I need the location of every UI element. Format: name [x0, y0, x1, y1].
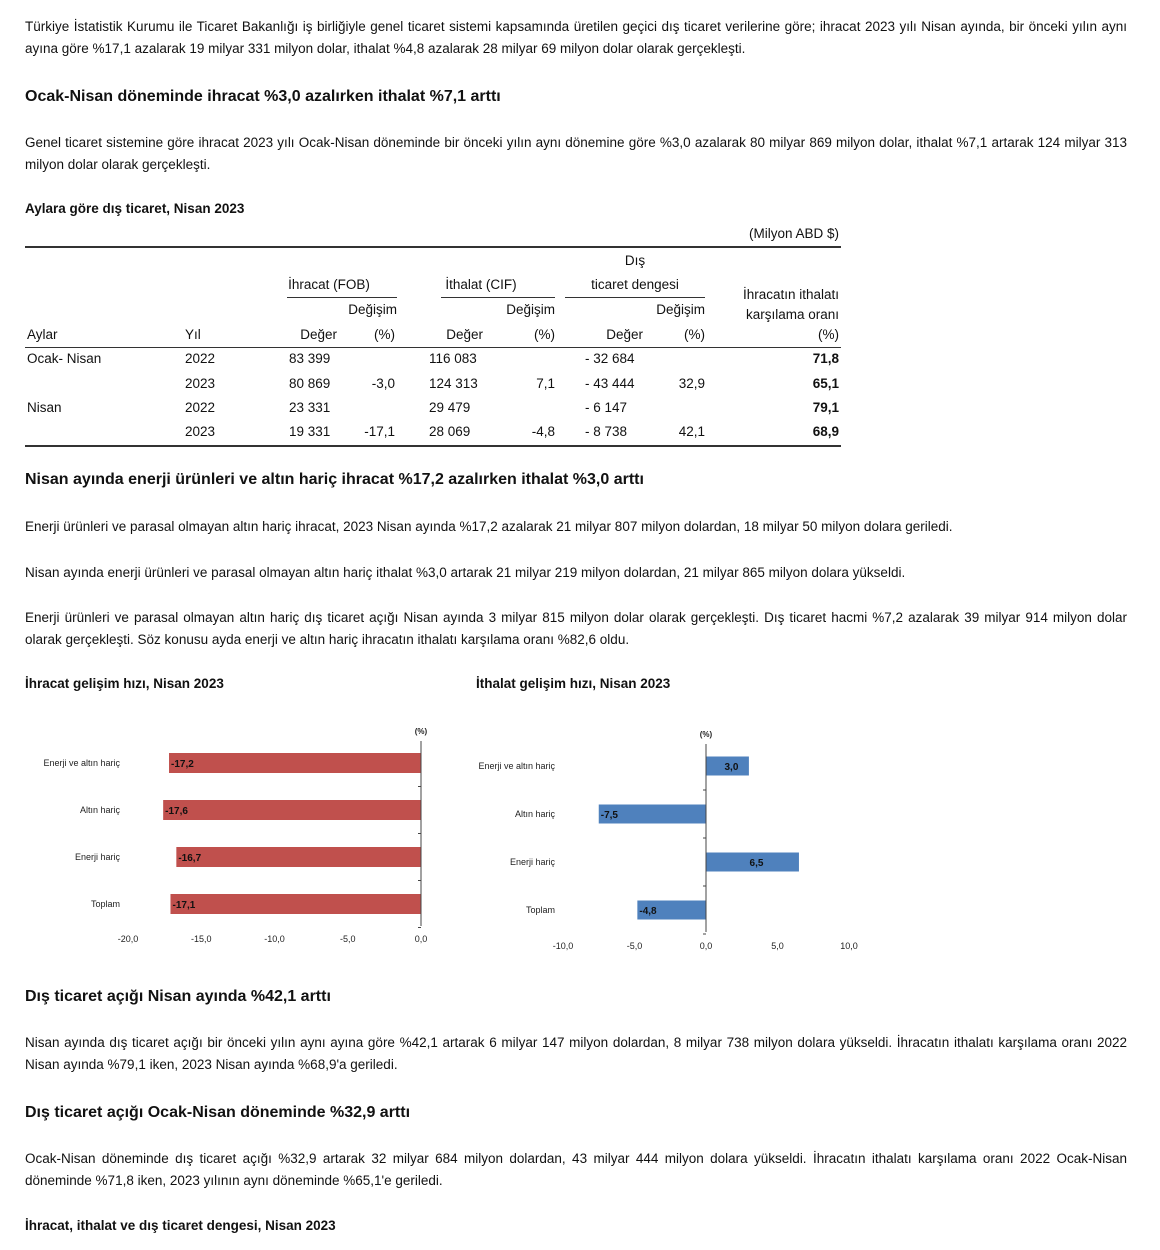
x-tick-label-1: -15,0 [190, 934, 212, 944]
paragraph-ocak-nisan: Genel ticaret sistemine göre ihracat 2023 yılı Ocak-Nisan döneminde bir önceki yılın aynı dönemine göre %3,0 azalarak 80 milyar 869 milyon dolar, ithalat %7,1 artarak 124 milyar 313 milyon dolar olarak gerçekleşti. [25, 135, 1127, 172]
table-top-rule [25, 246, 841, 248]
table-unit: (Milyon ABD $) [748, 226, 839, 241]
header-dengesi: ticaret dengesi [591, 277, 679, 292]
x-tick-label-2: 0,0 [699, 941, 713, 951]
cell-oran: 71,8 [812, 351, 839, 366]
bar-2 [176, 847, 421, 867]
header-aylar: Aylar [27, 327, 58, 342]
cell-ihr-d: -17,1 [364, 424, 395, 439]
category-label-1: Altın hariç [514, 809, 555, 819]
header-oran-1: İhracatın ithalatı [742, 287, 839, 302]
header-pct-den: (%) [684, 327, 705, 342]
cell-aylar: Ocak- Nisan [27, 351, 102, 366]
header-degisim-ith: Değişim [506, 302, 555, 317]
cell-ith: 116 083 [429, 351, 477, 366]
paragraph-enerji-denge: Enerji ürünleri ve parasal olmayan altın hariç dış ticaret açığı Nisan ayında 3 milyar 815 milyon dolar olarak gerçekleşti. Dış ticaret hacmi %7,2 azalarak 39 milyar 914 milyon dolar olarak gerçekleşti. Söz konusu ayda enerji ve altın hariç ihracatın ithalatı karşılama oranı %82,6 oldu. [25, 610, 1127, 647]
cell-yil: 2022 [185, 400, 216, 415]
cell-ihr: 19 331 [289, 424, 331, 439]
caption-last: İhracat, ithalat ve dış ticaret dengesi, Nisan 2023 [25, 1218, 336, 1233]
data-label-3: -4,8 [639, 906, 657, 917]
category-label-2: Enerji hariç [74, 852, 120, 862]
cell-ith: 28 069 [429, 424, 471, 439]
header-deger-ith: Değer [446, 327, 483, 342]
paragraph-acik-nisan: Nisan ayında dış ticaret açığı bir önceki yılın aynı ayına göre %42,1 artarak 6 milyar 147 milyon dolardan, 8 milyar 738 milyon dolara yükseldi. İhracatın ithalatı karşılama oranı 2022 Nisan ayında %79,1 iken, 2023 Nisan ayında %68,9'a geriledi. [25, 1035, 1127, 1072]
x-tick-label-4: 10,0 [840, 941, 858, 951]
cell-oran: 68,9 [812, 424, 839, 439]
bar-1 [163, 800, 421, 820]
ihracat-chart [25, 718, 455, 950]
group-rule-ihracat [287, 297, 397, 298]
header-ihracat: İhracat (FOB) [288, 277, 370, 292]
cell-ihr: 80 869 [289, 376, 331, 391]
cell-oran: 79,1 [812, 400, 839, 415]
cell-den: - 6 147 [585, 400, 628, 415]
table-caption: Aylara göre dış ticaret, Nisan 2023 [25, 201, 245, 216]
cell-ihr: 23 331 [289, 400, 331, 415]
paragraph-enerji-ithalat: Nisan ayında enerji ürünleri ve parasal olmayan altın hariç ithalat %3,0 artarak 21 milyar 219 milyon dolardan, 21 milyar 865 milyon dolara yükseldi. [25, 565, 906, 580]
cell-den: - 8 738 [585, 424, 628, 439]
cell-oran: 65,1 [812, 376, 839, 391]
x-tick-label-2: -10,0 [264, 934, 285, 944]
header-deger-den: Değer [606, 327, 643, 342]
intro-paragraph: Türkiye İstatistik Kurumu ile Ticaret Bakanlığı iş birliğiyle genel ticaret sistemi kapsamında üretilen geçici dış ticaret verilerine göre; ihracat 2023 yılı Nisan ayında, bir önceki yılın aynı ayına göre %17,1 azalarak 19 milyar 331 milyon dolar, ithalat %4,8 azalarak 28 milyar 69 milyon dolar olarak gerçekleşti. [25, 19, 1127, 56]
header-deger-ihr: Değer [300, 327, 337, 342]
x-tick-label-0: -20,0 [117, 934, 139, 944]
bar-3 [170, 894, 421, 914]
cell-ihr: 83 399 [289, 351, 331, 366]
header-degisim-den: Değişim [656, 302, 705, 317]
header-pct-ihr: (%) [374, 327, 395, 342]
heading-ocak-nisan: Ocak-Nisan döneminde ihracat %3,0 azalırken ithalat %7,1 arttı [25, 88, 501, 105]
x-tick-label-1: -5,0 [626, 941, 643, 951]
x-tick-label-3: -5,0 [339, 934, 356, 944]
category-label-0: Enerji ve altın hariç [478, 761, 555, 771]
cell-ith: 29 479 [429, 400, 471, 415]
header-yil: Yıl [185, 327, 201, 342]
paragraph-enerji-ihracat: Enerji ürünleri ve parasal olmayan altın hariç ihracat, 2023 Nisan ayında %17,2 azalarak 21 milyar 807 milyon dolardan, 18 milyar 50 milyon dolara geriledi. [25, 519, 953, 534]
chart-title-ithalat: İthalat gelişim hızı, Nisan 2023 [476, 676, 671, 691]
cell-den-d: 42,1 [678, 424, 705, 439]
cell-aylar: Nisan [27, 400, 62, 415]
data-label-2: 6,5 [749, 858, 764, 869]
table-bottom-rule [25, 445, 841, 447]
header-oran-2: karşılama oranı [745, 307, 839, 322]
chart-title-ihracat: İhracat gelişim hızı, Nisan 2023 [25, 676, 224, 691]
cell-den: - 43 444 [585, 376, 635, 391]
table-header-rule [25, 347, 841, 348]
header-oran-3: (%) [818, 327, 839, 342]
cell-yil: 2023 [185, 424, 216, 439]
ithalat-chart [440, 718, 870, 958]
data-label-3: -17,1 [172, 900, 196, 911]
cell-yil: 2023 [185, 376, 216, 391]
cell-ith-d: -4,8 [531, 424, 555, 439]
cell-ith-d: 7,1 [536, 376, 555, 391]
data-label-0: 3,0 [724, 762, 739, 773]
unit-label: (%) [699, 730, 713, 739]
group-rule-denge [565, 297, 705, 298]
category-label-3: Toplam [90, 899, 120, 909]
heading-acik-nisan: Dış ticaret açığı Nisan ayında %42,1 arttı [25, 988, 331, 1005]
bar-0 [169, 753, 421, 773]
unit-label: (%) [414, 727, 428, 736]
data-label-1: -7,5 [600, 810, 618, 821]
cell-ith: 124 313 [429, 376, 478, 391]
cell-yil: 2022 [185, 351, 216, 366]
header-dis: Dış [624, 253, 646, 268]
cell-ihr-d: -3,0 [371, 376, 395, 391]
data-label-2: -16,7 [178, 853, 202, 864]
x-tick-label-4: 0,0 [414, 934, 428, 944]
x-tick-label-0: -10,0 [552, 941, 574, 951]
category-label-1: Altın hariç [79, 805, 120, 815]
cell-den-d: 32,9 [678, 376, 705, 391]
category-label-2: Enerji hariç [509, 857, 555, 867]
header-degisim-ihr: Değişim [348, 302, 397, 317]
data-label-1: -17,6 [165, 806, 188, 817]
category-label-3: Toplam [525, 905, 555, 915]
header-ithalat: İthalat (CIF) [445, 277, 517, 292]
heading-acik-ocak-nisan: Dış ticaret açığı Ocak-Nisan döneminde %32,9 arttı [25, 1104, 411, 1121]
x-tick-label-3: 5,0 [771, 941, 784, 951]
cell-den: - 32 684 [585, 351, 635, 366]
category-label-0: Enerji ve altın hariç [43, 758, 120, 768]
header-pct-ith: (%) [534, 327, 555, 342]
data-label-0: -17,2 [171, 759, 194, 770]
group-rule-ithalat [441, 297, 555, 298]
heading-enerji-altin: Nisan ayında enerji ürünleri ve altın hariç ihracat %17,2 azalırken ithalat %3,0 arttı [25, 471, 644, 488]
paragraph-acik-ocak-nisan: Ocak-Nisan döneminde dış ticaret açığı %32,9 artarak 32 milyar 684 milyon dolardan, 43 milyar 444 milyon dolara yükseldi. İhracatın ithalatı karşılama oranı 2022 Ocak-Nisan döneminde %71,8 iken, 2023 yılının aynı döneminde %65,1'e geriledi. [25, 1151, 1127, 1188]
